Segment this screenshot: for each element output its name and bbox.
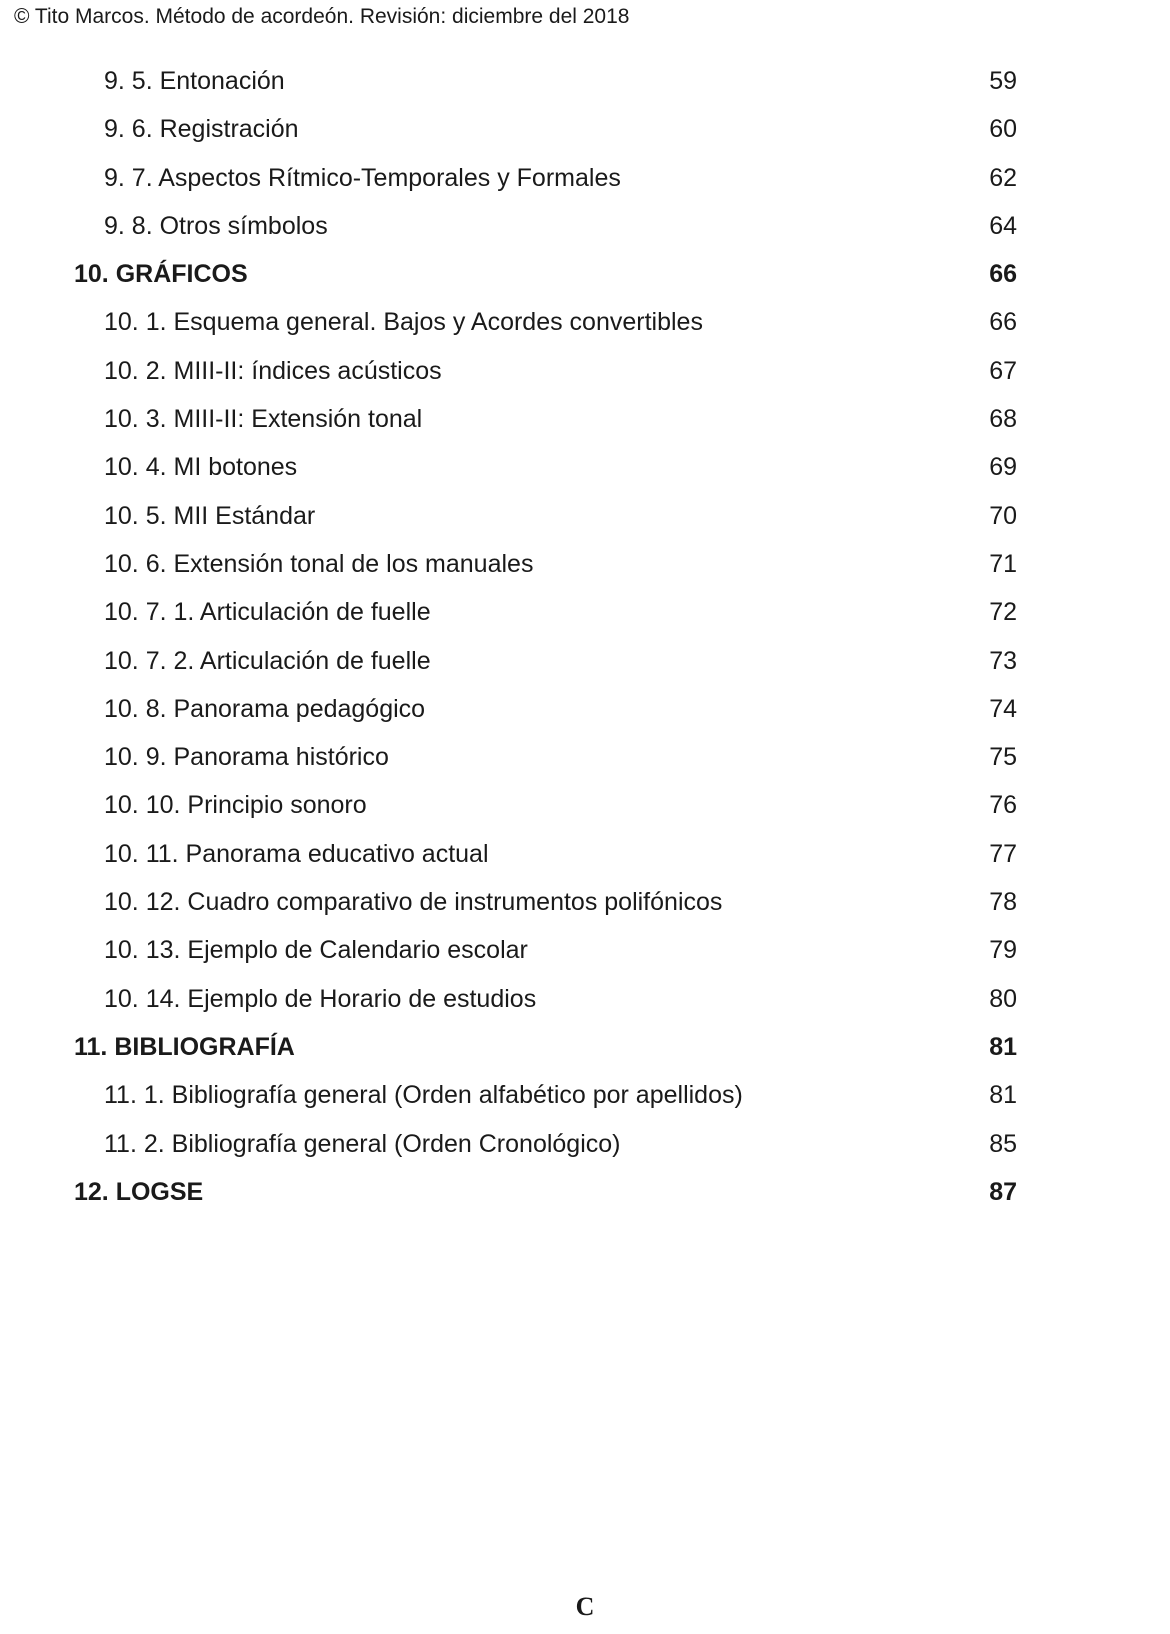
toc-entry-page-number: 64 [989, 211, 1017, 240]
toc-entry-page-number: 71 [989, 549, 1017, 578]
toc-entry-title: 10. 9. Panorama histórico [104, 743, 389, 772]
toc-entry-page-number: 81 [989, 1032, 1017, 1061]
toc-entry-title: 10. 10. Principio sonoro [104, 791, 367, 820]
toc-subsection-entry[interactable] [0, 499, 1170, 547]
toc-section-entry[interactable] [0, 1175, 1170, 1223]
toc-entry-page-number: 77 [989, 839, 1017, 868]
toc-entry-title: 10. 2. MIII-II: índices acústicos [104, 356, 442, 385]
toc-subsection-entry[interactable] [0, 64, 1170, 112]
toc-entry-title: 10. 1. Esquema general. Bajos y Acordes convertibles [104, 308, 703, 337]
toc-entry-page-number: 59 [989, 67, 1017, 95]
toc-entry-title: 10. 12. Cuadro comparativo de instrumentos polifónicos [104, 888, 723, 917]
toc-entry-page-number: 60 [989, 115, 1017, 144]
toc-entry-page-number: 75 [989, 743, 1017, 772]
toc-subsection-entry[interactable] [0, 450, 1170, 498]
toc-entry-title: 10. 14. Ejemplo de Horario de estudios [104, 984, 537, 1013]
toc-entry-title: 11. BIBLIOGRAFÍA [74, 1032, 295, 1061]
toc-entry-title: 9. 8. Otros símbolos [104, 211, 328, 240]
toc-entry-page-number: 81 [989, 1081, 1017, 1110]
toc-entry-page-number: 76 [989, 791, 1017, 820]
toc-subsection-entry[interactable] [0, 112, 1170, 160]
toc-entry-title: 11. 2. Bibliografía general (Orden Cronológico) [104, 1129, 621, 1158]
toc-section-entry[interactable] [0, 1030, 1170, 1078]
toc-subsection-entry[interactable] [0, 547, 1170, 595]
toc-entry-title: 10. 3. MIII-II: Extensión tonal [104, 405, 423, 434]
toc-entry-page-number: 69 [989, 453, 1017, 482]
toc-entry-title: 11. 1. Bibliografía general (Orden alfabético por apellidos) [104, 1081, 743, 1110]
toc-entry-page-number: 68 [989, 405, 1017, 434]
toc-entry-title: 9. 6. Registración [104, 115, 299, 144]
toc-subsection-entry[interactable] [0, 837, 1170, 885]
toc-subsection-entry[interactable] [0, 305, 1170, 353]
toc-entry-title: 9. 5. Entonación [104, 67, 285, 95]
toc-subsection-entry[interactable] [0, 354, 1170, 402]
toc-entry-page-number: 70 [989, 501, 1017, 530]
toc-entry-page-number: 66 [989, 260, 1017, 289]
toc-section-entry[interactable] [0, 257, 1170, 305]
toc-entry-title: 10. 13. Ejemplo de Calendario escolar [104, 936, 528, 965]
toc-subsection-entry[interactable] [0, 933, 1170, 981]
toc-entry-page-number: 72 [989, 598, 1017, 627]
toc-subsection-entry[interactable] [0, 1078, 1170, 1126]
toc-subsection-entry[interactable] [0, 161, 1170, 209]
toc-entry-page-number: 62 [989, 163, 1017, 192]
toc-entry-page-number: 80 [989, 984, 1017, 1013]
toc-entry-title: 9. 7. Aspectos Rítmico-Temporales y Formales [104, 163, 621, 192]
page-number: C [575, 1592, 595, 1621]
toc-entry-title: 10. 8. Panorama pedagógico [104, 694, 426, 723]
toc-entry-title: 10. 5. MII Estándar [104, 501, 316, 530]
toc-entry-title: 10. 7. 2. Articulación de fuelle [104, 646, 431, 675]
toc-subsection-entry[interactable] [0, 402, 1170, 450]
toc-entry-page-number: 73 [989, 646, 1017, 675]
toc-entry-page-number: 66 [989, 308, 1017, 337]
table-of-contents [0, 64, 1170, 1223]
toc-subsection-entry[interactable] [0, 644, 1170, 692]
toc-entry-page-number: 85 [989, 1129, 1017, 1158]
toc-subsection-entry[interactable] [0, 885, 1170, 933]
toc-subsection-entry[interactable] [0, 209, 1170, 257]
toc-entry-page-number: 87 [989, 1177, 1017, 1206]
toc-subsection-entry[interactable] [0, 982, 1170, 1030]
toc-entry-page-number: 79 [989, 936, 1017, 965]
toc-subsection-entry[interactable] [0, 788, 1170, 836]
toc-entry-page-number: 78 [989, 888, 1017, 917]
toc-subsection-entry[interactable] [0, 692, 1170, 740]
toc-entry-title: 10. 4. MI botones [104, 453, 298, 482]
toc-entry-title: 10. 11. Panorama educativo actual [104, 839, 489, 868]
toc-entry-page-number: 67 [989, 356, 1017, 385]
toc-subsection-entry[interactable] [0, 595, 1170, 643]
toc-entry-title: 12. LOGSE [74, 1177, 204, 1206]
toc-entry-title: 10. GRÁFICOS [74, 260, 248, 289]
toc-entry-title: 10. 7. 1. Articulación de fuelle [104, 598, 431, 627]
toc-subsection-entry[interactable] [0, 1127, 1170, 1175]
toc-subsection-entry[interactable] [0, 740, 1170, 788]
toc-entry-page-number: 74 [989, 694, 1017, 723]
toc-entry-title: 10. 6. Extensión tonal de los manuales [104, 549, 534, 578]
page-header: © Tito Marcos. Método de acordeón. Revisión: diciembre del 2018 [14, 5, 630, 28]
